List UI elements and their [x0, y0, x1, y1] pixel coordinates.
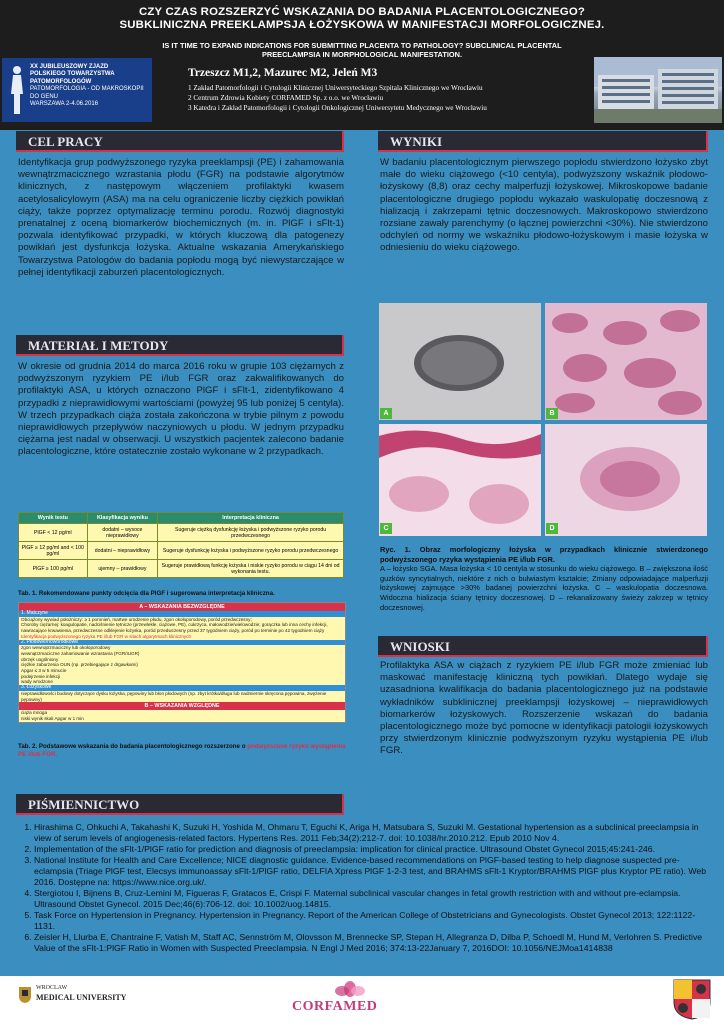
table-row: [19, 524, 344, 542]
section-heading-wnioski: WNIOSKI: [378, 636, 708, 657]
reference-item: 3. National Institute for Health and Care Excellence; NICE diagnostic guidance. Evidence-based recommendations on PlGF-based testing to help diagnose suspected pre-eclampsia (Triage PlGF test, Elecsys immunoassay sFlt-1/PlGF ratio, DELFIA Xpress PlGF 1-2-3 test, and BRAHMS sFlt-1 Kryptor/BRAHMS PlGF plus Kryptor PE ratio). Web 2016. Dostępne na: https://www.nice.org.uk/.: [34, 855, 708, 888]
table-cell: Sugeruje ciężką dysfunkcję łożyska i podwyższone ryzyko porodu przedwczesnego: [158, 524, 344, 542]
table-cell: PlGF < 12 pg/ml: [19, 524, 88, 542]
wroclaw-coat-of-arms-icon: [672, 978, 712, 1020]
wyniki-text: [380, 157, 708, 255]
figure-label-d: D: [546, 523, 558, 534]
table-row: [19, 542, 344, 560]
table-2-section-fetal: 2. Płodowe/noworodkowe: [19, 640, 345, 646]
table-2-row: niski wynik skali Apgar w 1 min: [21, 715, 84, 721]
affiliation-2: 2 Centrum Zdrowia Kobiety CORFAMED Sp. z o.o. we Wrocławiu: [188, 94, 384, 102]
logo-wroclaw: WROCLAW: [36, 985, 68, 991]
figure-panel-a-photo: [379, 303, 541, 420]
table-2-header-b: B – WSKAZANIA WZGLĘDNE: [19, 702, 345, 710]
table-cell: dodatni – wysoce nieprawidłowy: [87, 524, 157, 542]
table-2-row: ciężkie zaburzenia OUN (np. przebiegające z drgawkami): [21, 662, 138, 668]
affiliations: [188, 83, 487, 113]
table-2-highlight-row: Identyfikacja podwyższonego ryzyka PE i/lub FGR w sitach algorytmach klinicznych: [21, 633, 192, 639]
reference-item: 5. Task Force on Hypertension in Pregnancy. Hypertension in Pregnancy. Report of the American College of Obstetricians and Gynecologists. Obstet Gynecol 2013; 122:1122-1131.: [34, 910, 708, 932]
cel-paragraph: Identyfikacja grup podwyższonego ryzyka preeklampsji (PE) i zahamowania wewnątrzmacicznego wzrastania płodu (FGR) na podstawie algorytmów klinicznych, z następowym włączeniem profilaktyki kwasem acetylosalicylowym (ASA) ma na celu ograniczenie liczby ciężkich powikłań ciąży, także poprzez optymalizację terminu porodu. Rozwój diagnostyki prenatalnej z oceną biomarkerów biochemicznych (m. in. PlGF i sFlt-1) pozwala identyfikować przypadki, w których kluczową dla patogenezy powikłań jest dysfunkcja łożyska. Aktualne wskazania Amerykańskiego Towarzystwa Patologów do badania popłodu mogą być niewystarczające w pełnej identyfikacji zaburzeń placentologicznych.: [18, 157, 344, 278]
table-2-row: nieprawidłowości budowy dotyczące dysku łożyska, pępowiny lub błon płodowych (np. zbyt krótka/długa lub nadmiernie skręcona pępowina, zwężenie pępowiny): [21, 690, 327, 702]
reference-item: 4. Stergiotou I, Bijnens B, Cruz-Lemini M, Figueras F, Gratacos E, Crispi F. Maternal subclinical vascular changes in fetal growth restriction with and without pre-eclampsia. Ultrasound Obstet Gynecol. 2015 Dec;46(6):706-12. doi: 10.1002/uog.14815.: [34, 888, 708, 910]
title-en-line-2: PREECLAMPSIA IN MORPHOLOGICAL MANIFESTATION.: [261, 50, 463, 59]
reference-item: 6. Zeisler H, Llurba E, Chantraine F, Vatish M, Staff AC, Sennström M, Olovsson M, Brennecke SP, Stepan H, Allegranza D, Dilba P, Schoedl M, Hund M, Verlohren S. Predictive Value of the sFlt-1:PlGF Ratio in Women with Suspected Preeclampsia. N Engl J Med 2016; 374:13-22January 7, 2016DOI: 10.1056/NEJMoa1414838: [34, 932, 708, 954]
figure-panel-d-photo: [545, 424, 707, 536]
table-2-caption-highlight: podwyższone ryzyko wystąpienia PE i/lub FGR.: [18, 743, 346, 758]
table-cell: Sugeruje dysfunkcję łożyska i podwyższone ryzyko porodu przedwczesnego: [158, 542, 344, 560]
figure-silhouette-icon: [6, 64, 28, 116]
table-header-row: [19, 513, 344, 524]
affiliation-3: 3 Katedra i Zakład Patomorfologii i Cytologii Onkologicznej Uniwersytetu Medycznego we Wrocławiu: [188, 104, 487, 112]
reference-item: 2. Implementation of the sFlt-1/PlGF ratio for prediction and diagnosis of preeclampsia: implication for clinical practice. Ultrasound Obstet Gynecol 2015;45:241-246.: [34, 844, 708, 855]
affiliation-1: 1 Zakład Patomorfologii i Cytologii Klinicznej Uniwersyteckiego Szpitala Klinicznego we Wrocławiu: [188, 84, 483, 92]
figure-label-b: B: [546, 408, 558, 419]
wroclaw-medical-university-logo: [36, 984, 126, 1002]
university-crest-icon: [18, 986, 32, 1004]
reference-item: 1. Hirashima C, Ohkuchi A, Takahashi K, Suzuki H, Yoshida M, Ohmaru T, Eguchi K, Ariga H, Matsubara S, Suzuki M. Gestational hypertension as a subclinical preeclampsia in view of serum levels of angiogenesis-related factors. Hypertens Res. 2011 Feb;34(2):212-7. doi: 10.1038/hr.2010.212. Epub 2010 Nov 4.: [34, 822, 708, 844]
table-2-section-maternal: 1. Matczyne: [19, 611, 345, 617]
material-paragraph: W okresie od grudnia 2014 do marca 2016 roku w grupie 103 ciężarnych z podwyższonym ryzykiem PE i/lub FGR oraz zakwalifikowanych do profilaktyki ASA, u których oznaczono PlGF i sFlt-1, zidentyfikowano 4 przypadki z nieprawidłowymi wartościami (powyżej 95 lub poniżej 5 centyla). W trzech przypadkach ciąża została zakończona w trybie pilnym z powodu nieprawidłowych przepływów naczyniowych u płodu. W jednym przypadku ciężarna jest nadal w obserwacji. U wszystkich pacjentek zalecono badanie placentologiczne, które ostatecznie zostało wykonane w 2 przypadkach.: [18, 361, 344, 458]
table-2-row: wewnątrzmaciczne zahamowanie wzrastania (FGR/IUGR): [21, 650, 140, 656]
table-cell: dodatni – nieprawidłowy: [87, 542, 157, 560]
section-heading-material: MATERIAŁ I METODY: [16, 335, 344, 356]
table-cutoffs: [18, 512, 344, 578]
references-list: [18, 822, 708, 954]
table-2-row: zgon wewnątrzmaciczny lub okołoporodowy: [21, 645, 111, 651]
table-cell: PlGF ≥ 100 pg/ml: [19, 560, 88, 578]
section-heading-cel: CEL PRACY: [16, 131, 344, 152]
title-pl-line-2: SUBKLINICZNA PREEKLAMPSJA ŁOŻYSKOWA W MANIFESTACJI MORFOLOGICZNEJ.: [119, 19, 605, 31]
table-2-row: ciąża mnoga: [21, 710, 48, 716]
table-cell: Sugeruje prawidłową funkcję łożyska i niskie ryzyko porodu w ciągu 14 dni od wykonania testu.: [158, 560, 344, 578]
logo-medical-university: MEDICAL UNIVERSITY: [36, 993, 127, 1002]
figure-label-a: A: [380, 408, 392, 419]
table-2-row: obrzęk uogólniony: [21, 656, 59, 662]
logo-line-4: PATOMORFOLOGIA - OD MAKROSKOPII DO GENU: [30, 86, 144, 100]
material-text: [18, 361, 344, 459]
table-1-caption: Tab. 1. Rekomendowane punkty odcięcia dla PlGF i sugerowana interpretacja kliniczna.: [18, 590, 275, 597]
poster-title-pl: [0, 6, 724, 32]
figure-panel-c-photo: [379, 424, 541, 536]
figure-caption: [380, 545, 708, 612]
table-2-section-placental: 3. Łożyskowe: [19, 685, 345, 691]
table-2-row: Choroby ciężarnej: koagulopatie, nadciśnienie tętnicze (przewlekłe, ciążowe, PE), cukrzyca, małowodzie/wielowodzie; gorączka lub inna cechy infekcji, nawracające krwawienia, przedwczesne odklejenie łożyska, poród przedwczesny przed 37 tygodniem ciąży, poród po terminie po 42 tygodniem ciąży: [21, 622, 328, 634]
table-2-row: Obciążony wywiad położniczy: ≥ 1 poronień, martwe urodzenie płodu, zgon okołoporodowy, poród przedwczesny;: [21, 616, 252, 622]
table-2-caption-main: Tab. 2. Podstawowe wskazania do badania placentologicznego rozszerzone o: [18, 743, 248, 750]
table-2-row: podejrzenie infekcji: [21, 673, 61, 679]
table-header-cell: Interpretacja kliniczna: [158, 513, 344, 524]
title-en-line-1: IS IT TIME TO EXPAND INDICATIONS FOR SUBMITTING PLACENTA TO PATHOLOGY? SUBCLINICAL PLACENTAL: [162, 41, 562, 50]
table-2-row: wady wrodzone: [21, 679, 53, 685]
logo-line-2: POLSKIEGO TOWARZYSTWA: [30, 71, 115, 78]
table-header-cell: Klasyfikacja wyniku: [87, 513, 157, 524]
figure-caption-body: A – łożysko SGA. Masa łożyska < 10 centyla w stosunku do wieku ciążowego. B – zwiększona ilość guzków syncytialnych, niektóre z nich o bulwiastym kształcie; Zmiany odpowiadające malperfuzji łożyskowej zajmujące >30% badanej powierzchni łożyska. C – waskulopatia doczesnowa. Widoczna hializacja ściany tętnicy doczesnowej. D – rekanalizowany świeży zakrzep w tętnicy doczesnowej.: [380, 564, 708, 612]
figure-label-c: C: [380, 523, 392, 534]
logo-line-1: XX JUBILEUSZOWY ZJAZD: [30, 64, 109, 70]
corfamed-flower-icon: [322, 980, 378, 998]
authors: Trzeszcz M1,2, Mazurec M2, Jeleń M3: [188, 67, 378, 79]
wnioski-paragraph: Profilaktyka ASA w ciążach z ryzykiem PE i/lub FGR może zmieniać lub maskować manifestację kliniczną tych powikłań. Dlatego wydaje się uzasadniona kwalifikacja do badania placentologicznego już na podstawie wykładników subklinicznej preeklampsji łożyskowej – nieprawidłowych biomarkerów łożyskowych. Rozszerzenie wskazań do badania placentologicznego może być pomocne w identyfikacji patologii łożyskowych przy stwierdzonym klinicznie podwyższonym ryzyku wystąpienia PE i/lub FGR.: [380, 660, 708, 757]
wyniki-paragraph: W badaniu placentologicznym pierwszego popłodu stwierdzono łożysko zbyt małe do wieku ciążowego (<10 centyla), podwyższony wskaźnik płodowo-łożyskowy (8,8) oraz cechy malperfuzji łożyskowej. Mikroskopowe badanie placentologiczne drugiego popłodu wykazało waskulopatię doczesnową z hializacją i zakrzepami tętnic doczesnowych. Makroskopowo stwierdzono rozsiane zawały parenchymy (o łącznej powierzchni <30%). Nie stwierdzono odchyleń od normy we wskaźniku płodowo-łożyskowym i masie łożyska w odniesieniu do wieku ciążowego.: [380, 157, 708, 254]
table-row: [19, 560, 344, 578]
section-heading-wyniki: WYNIKI: [378, 131, 708, 152]
hospital-building-photo: [594, 57, 722, 123]
wnioski-text: [380, 660, 708, 758]
table-cell: ujemny – prawidłowy: [87, 560, 157, 578]
table-indications: [18, 602, 346, 723]
table-2-header-a: A – WSKAZANIA BEZWZGLĘDNE: [19, 603, 345, 611]
table-header-cell: Wynik testu: [19, 513, 88, 524]
logo-line-3: PATOMORFOLOGÓW: [30, 78, 92, 85]
cel-text: [18, 157, 344, 279]
title-pl-line-1: CZY CZAS ROZSZERZYĆ WSKAZANIA DO BADANIA PLACENTOLOGICZNEGO?: [138, 6, 586, 18]
figure-panel-b-photo: [545, 303, 707, 420]
table-cell: PlGF ≥ 12 pg/ml and < 100 pg/ml: [19, 542, 88, 560]
congress-logo-text: [30, 64, 150, 108]
table-2-row: Apgar ≤ 3 w 5 minucie: [21, 668, 67, 674]
corfamed-logo-text: CORFAMED: [292, 999, 378, 1014]
logo-line-5: WARSZAWA 2-4.06.2016: [30, 101, 99, 108]
section-heading-references: PIŚMIENNICTWO: [16, 794, 344, 815]
figure-caption-title: Ryc. 1. Obraz morfologiczny łożyska w przypadkach klinicznie stwierdzonego podwyższonego ryzyka wystąpienia PE i/lub FGR.: [380, 545, 708, 564]
table-2-caption: [18, 743, 348, 759]
